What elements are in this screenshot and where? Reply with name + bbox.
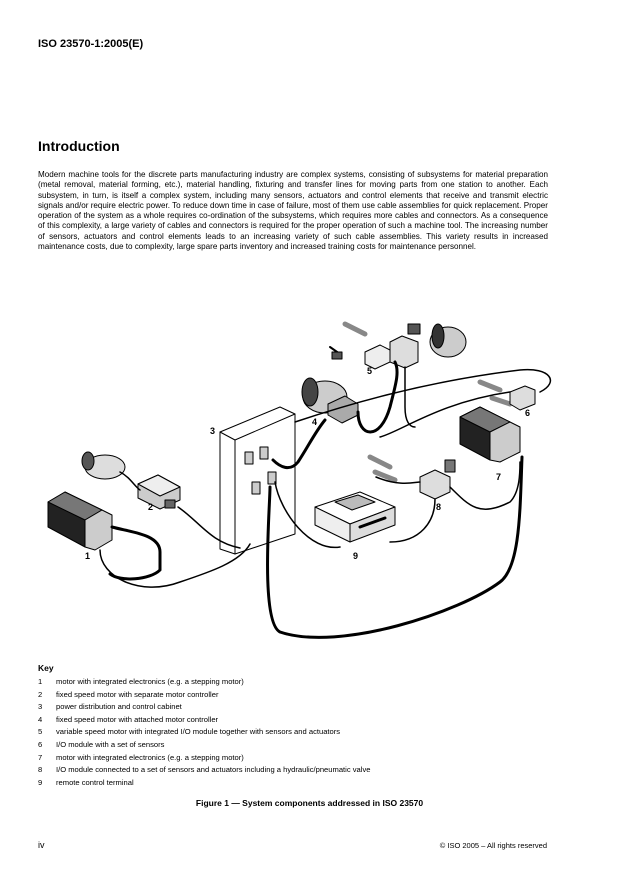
- key-item-text: I/O module with a set of sensors: [56, 739, 165, 749]
- key-item-number: 7: [38, 752, 43, 762]
- figure-label-4: 4: [312, 417, 318, 427]
- key-item: [38, 764, 370, 777]
- key-item-text: power distribution and control cabinet: [56, 702, 182, 712]
- motor-with-electronics-7: [460, 407, 520, 462]
- key-item: [38, 701, 370, 714]
- key-item-number: 2: [38, 689, 43, 699]
- key-item: [38, 726, 370, 739]
- key-item-number: 9: [38, 777, 43, 787]
- figure-label-8: 8: [436, 502, 442, 512]
- motor-with-electronics-1: [48, 492, 112, 550]
- figure-label-1: 1: [85, 551, 91, 561]
- key-heading: Key: [38, 663, 54, 673]
- key-item-number: 5: [38, 727, 43, 737]
- key-item-text: fixed speed motor with separate motor controller: [56, 689, 219, 699]
- system-components-figure: [40, 312, 585, 652]
- key-item-text: variable speed motor with integrated I/O module together with sensors and actuators: [56, 727, 341, 737]
- key-item-text: motor with integrated electronics (e.g. a stepping motor): [56, 677, 244, 686]
- key-item-text: fixed speed motor with attached motor controller: [56, 714, 219, 724]
- key-item-text: motor with integrated electronics (e.g. a stepping motor): [56, 752, 244, 762]
- figure-label-7: 7: [496, 472, 502, 482]
- key-item: [38, 714, 370, 727]
- key-item-number: 1: [38, 677, 43, 686]
- key-item: [38, 752, 370, 765]
- key-item: [38, 689, 370, 702]
- document-id-header: ISO 23570-1:2005(E): [38, 38, 144, 50]
- key-item-number: 8: [38, 765, 43, 775]
- variable-speed-motor-5: [330, 324, 466, 369]
- page-number: iv: [38, 840, 45, 850]
- figure-label-5: 5: [367, 366, 373, 376]
- copyright-notice: © ISO 2005 – All rights reserved: [439, 841, 547, 850]
- key-item-number: 4: [38, 714, 43, 724]
- control-cabinet: [220, 407, 295, 554]
- figure-label-2: 2: [148, 502, 154, 512]
- figure-label-9: 9: [353, 551, 359, 561]
- key-item: [38, 739, 370, 752]
- key-item-number: 3: [38, 702, 43, 712]
- figure-label-6: 6: [525, 408, 531, 418]
- figure-key-list: [38, 676, 370, 789]
- key-item: [38, 676, 370, 689]
- introduction-paragraph: Modern machine tools for the discrete parts manufacturing industry are complex systems, consisting of subsystems for material preparation (metal removal, material forming, etc.), material handling, fixturing and transfer lines for moving parts from one station to another. Each subsystem, in turn, is itself a complex system, including many sensors, actuators and control elements that receive and transmit electric signals and/or require electric power. To reduce down time in case of failure, most of them use cable assemblies for quick replacement. Proper operation of the system as a whole requires co-ordination of the subsystems, which requires more cables and connectors. As a consequence of this complexity, a large variety of cables and connectors is required for the proper operation of such a machine tool. The increasing number of sensors, actuators and control elements leads to an increasing variety of such cable assemblies. This variety results in increased maintenance costs, due to complexity, large spare parts inventory and increased training costs for maintenance personnel.: [38, 170, 548, 252]
- io-module-8: [370, 457, 455, 499]
- introduction-heading: Introduction: [38, 138, 120, 154]
- figure-caption: Figure 1 — System components addressed in ISO 23570: [195, 798, 424, 808]
- key-item-number: 6: [38, 739, 43, 749]
- key-item-text: I/O module connected to a set of sensors and actuators including a hydraulic/pneumatic valve: [56, 765, 371, 775]
- remote-control-terminal-9: [315, 492, 395, 542]
- key-item: [38, 777, 370, 790]
- key-item-text: remote control terminal: [56, 777, 134, 787]
- figure-label-3: 3: [210, 426, 216, 436]
